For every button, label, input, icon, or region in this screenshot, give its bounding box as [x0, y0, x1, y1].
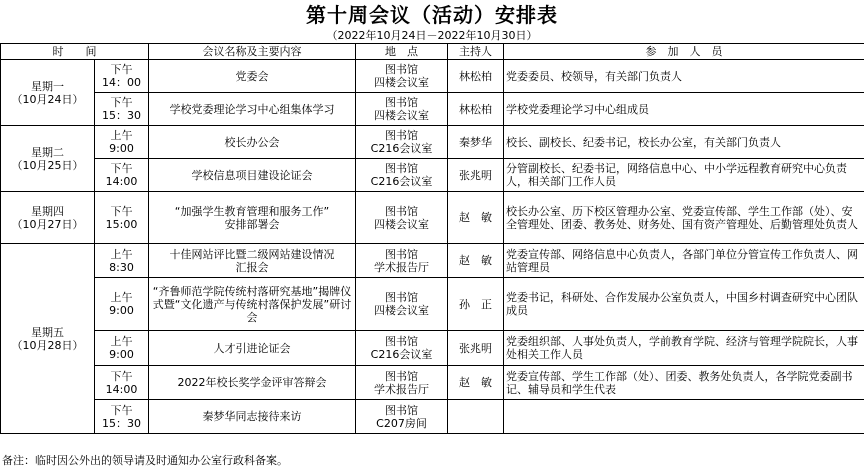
participants-cell: 校长办公室、历下校区管理办公室、党委宣传部、学生工作部（处）、安全管理处、团委、教务处、财务处、国有资产管理处、后勤管理处负责人 [504, 192, 864, 244]
table-row [1, 192, 864, 244]
period-label: 上午 [110, 335, 133, 348]
location-cell: 图书馆 四楼会议室 [356, 278, 448, 331]
participants-cell: 党委书记，科研处、合作发展办公室负责人，中国乡村调查研究中心团队成员 [504, 278, 864, 331]
location-cell: 图书馆 C207房间 [356, 400, 448, 434]
period-label: 上午 [110, 291, 133, 304]
period-label: 上午 [110, 247, 133, 261]
time-label: 15：30 [102, 416, 141, 430]
location-cell: 图书馆 C216会议室 [356, 159, 448, 192]
participants-cell: 党委组织部、人事处负责人，学前教育学院、经济与管理学院院长，人事处相关工作人员 [504, 331, 864, 366]
footnote: 备注：临时因公外出的领导请及时通知办公室行政科备案。 [2, 454, 288, 467]
participants-cell: 学校党委理论学习中心组成员 [504, 93, 864, 126]
period-label: 下午 [110, 403, 133, 417]
time-cell [95, 331, 149, 366]
header-host: 主持人 [448, 44, 504, 60]
time-label: 9:00 [109, 142, 134, 155]
time-cell [95, 159, 149, 192]
location-cell: 图书馆 学术报告厅 [356, 244, 448, 278]
meeting-cell: “齐鲁师范学院传统村落研究基地”揭牌仪式暨“文化遗产与传统村落保护发展”研讨会 [149, 278, 356, 331]
participants-cell: 党委宣传部、网络信息中心负责人，各部门单位分管宣传工作负责人、网站管理员 [504, 244, 864, 278]
header-meeting: 会议名称及主要内容 [149, 44, 356, 60]
host-cell: 孙 正 [448, 278, 504, 331]
host-cell: 林松柏 [448, 93, 504, 126]
day-date: （10月24日） [11, 92, 84, 106]
schedule-table [0, 43, 864, 434]
day-cell-friday [1, 244, 95, 434]
location-cell: 图书馆 C216会议室 [356, 331, 448, 366]
meeting-cell: 学校党委理论学习中心组集体学习 [149, 93, 356, 126]
day-cell-tuesday [1, 126, 95, 192]
day-label: 星期四 [31, 204, 64, 218]
time-cell [95, 93, 149, 126]
day-label: 星期五 [31, 325, 64, 339]
period-label: 上午 [110, 129, 133, 142]
page-title: 第十周会议（活动）安排表 [306, 3, 558, 27]
meeting-cell: “加强学生教育管理和服务工作” 安排部署会 [149, 192, 356, 244]
host-cell: 林松柏 [448, 60, 504, 93]
period-label: 下午 [110, 369, 133, 383]
meeting-cell: 学校信息项目建设论证会 [149, 159, 356, 192]
time-cell [95, 366, 149, 400]
host-cell [448, 400, 504, 434]
time-label: 15:00 [105, 217, 138, 231]
location-cell: 图书馆 学术报告厅 [356, 366, 448, 400]
period-label: 下午 [110, 204, 133, 218]
time-cell [95, 192, 149, 244]
participants-cell: 分管副校长、纪委书记，网络信息中心、中小学远程教育研究中心负责人，相关部门工作人员 [504, 159, 864, 192]
time-cell [95, 400, 149, 434]
table-row [1, 60, 864, 93]
time-label: 9:00 [109, 348, 134, 361]
time-label: 14:00 [105, 382, 138, 396]
header-time: 时 间 [1, 44, 149, 60]
day-cell-monday [1, 60, 95, 126]
time-label: 15：30 [102, 109, 141, 122]
day-cell-thursday [1, 192, 95, 244]
participants-cell: 党委宣传部、学生工作部（处）、团委、教务处负责人，各学院党委副书记、辅导员和学生代表 [504, 366, 864, 400]
table-row [1, 278, 864, 331]
host-cell: 赵 敏 [448, 192, 504, 244]
period-label: 下午 [110, 96, 133, 109]
location-cell: 图书馆 四楼会议室 [356, 93, 448, 126]
period-label: 下午 [110, 63, 133, 76]
host-cell: 张兆明 [448, 159, 504, 192]
time-cell [95, 126, 149, 159]
location-cell: 图书馆 四楼会议室 [356, 60, 448, 93]
meeting-cell: 2022年校长奖学金评审答辩会 [149, 366, 356, 400]
time-label: 8:30 [109, 260, 134, 274]
table-row [1, 400, 864, 434]
location-cell: 图书馆 C216会议室 [356, 126, 448, 159]
day-label: 星期二 [31, 145, 64, 159]
meeting-cell: 秦梦华同志接待来访 [149, 400, 356, 434]
time-label: 14:00 [105, 175, 138, 188]
header-location: 地 点 [356, 44, 448, 60]
participants-cell: 党委委员、校领导，有关部门负责人 [504, 60, 864, 93]
table-row [1, 159, 864, 192]
meeting-cell: 十佳网站评比暨二级网站建设情况 汇报会 [149, 244, 356, 278]
time-cell [95, 278, 149, 331]
date-range: （2022年10月24日－2022年10月30日） [326, 29, 538, 42]
time-label: 9:00 [109, 304, 134, 317]
meeting-cell: 人才引进论证会 [149, 331, 356, 366]
location-cell: 图书馆 四楼会议室 [356, 192, 448, 244]
host-cell: 张兆明 [448, 331, 504, 366]
table-row [1, 126, 864, 159]
host-cell: 赵 敏 [448, 366, 504, 400]
table-row [1, 93, 864, 126]
header-participants: 参 加 人 员 [504, 44, 864, 60]
participants-cell: 校长、副校长、纪委书记，校长办公室，有关部门负责人 [504, 126, 864, 159]
time-cell [95, 244, 149, 278]
host-cell: 赵 敏 [448, 244, 504, 278]
meeting-cell: 党委会 [149, 60, 356, 93]
time-cell [95, 60, 149, 93]
day-date: （10月27日） [11, 217, 84, 231]
table-row [1, 244, 864, 278]
day-label: 星期一 [31, 79, 64, 93]
table-row [1, 366, 864, 400]
meeting-cell: 校长办公会 [149, 126, 356, 159]
table-row [1, 331, 864, 366]
period-label: 下午 [110, 162, 133, 175]
day-date: （10月25日） [11, 158, 84, 172]
host-cell: 秦梦华 [448, 126, 504, 159]
participants-cell [504, 400, 864, 434]
day-date: （10月28日） [11, 338, 84, 352]
table-header-row [1, 44, 864, 60]
time-label: 14：00 [102, 76, 141, 89]
